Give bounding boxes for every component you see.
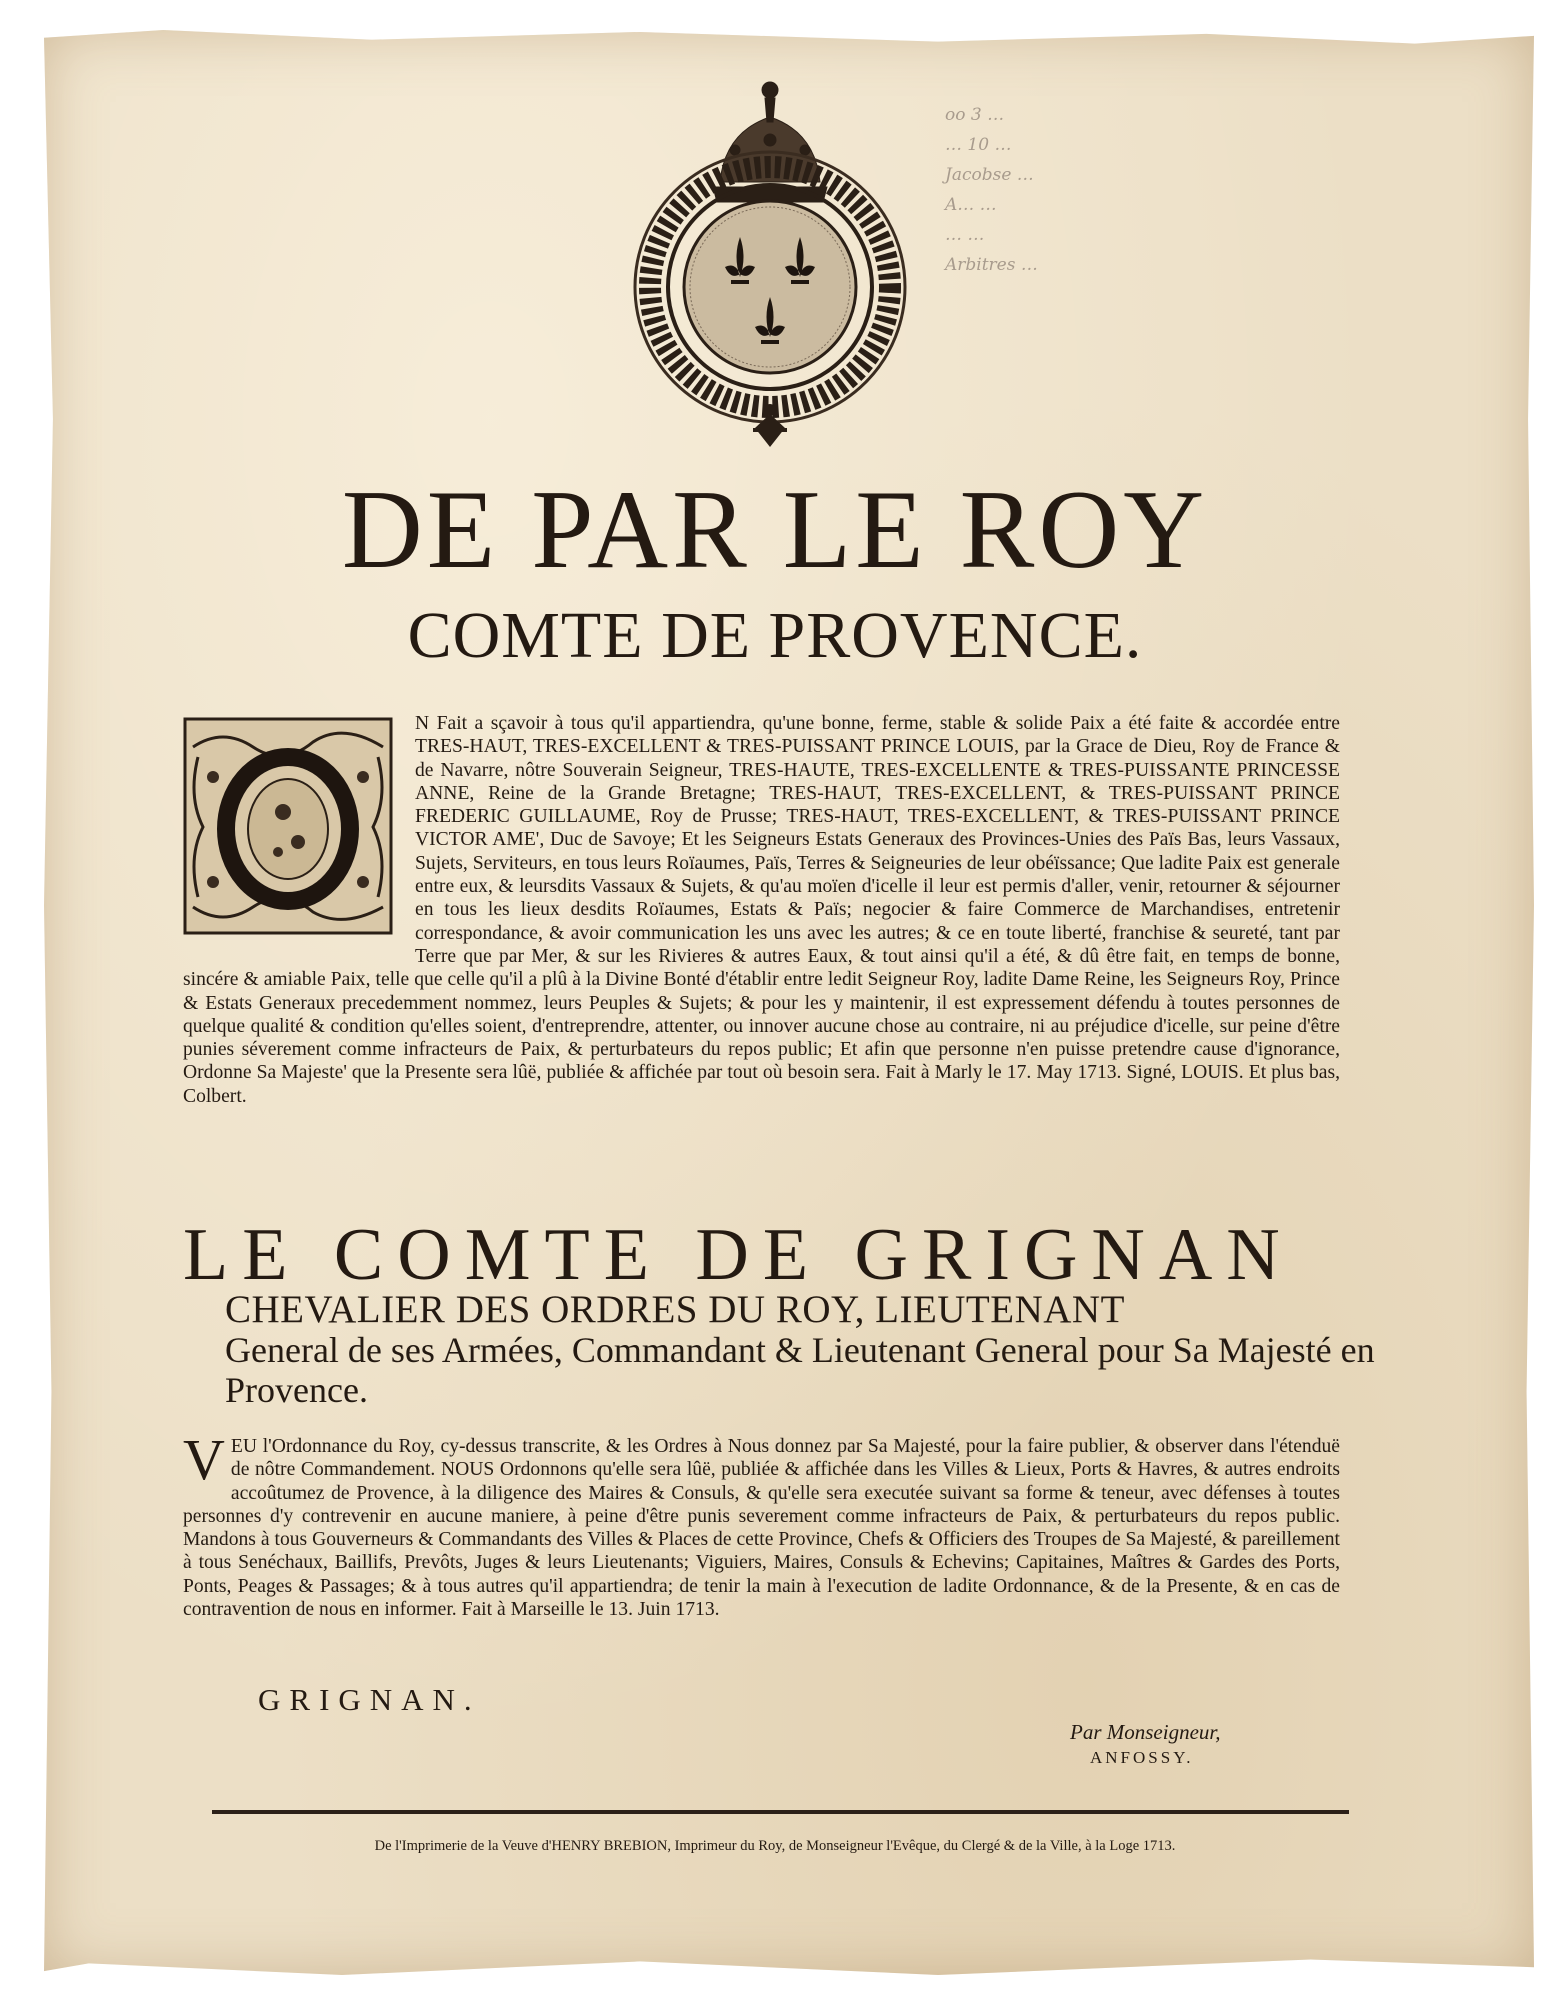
manuscript-notes bbox=[945, 100, 1135, 280]
grignan-office-rest: General de ses Armées, Commandant & Lieutenant General pour Sa Majesté en Provence. bbox=[225, 1330, 1375, 1410]
grignan-heading: LE COMTE DE GRIGNAN bbox=[183, 1214, 1294, 1296]
grignan-titles bbox=[225, 1290, 1375, 1410]
grignan-body: EU l'Ordonnance du Roy, cy-dessus transcrite, & les Ordres à Nous donnez par Sa Majesté, pour la faire publier, & observer dans l'étenduë de nôtre Commandement. NOUS Ordonnons qu'elle sera lûë, publiée & affichée dans les Villes & Lieux, Ports & Havres, & autres endroits accoûtumez de Provence, à la diligence des Maires & Consuls, & qu'elle sera executée suivant sa forme & teneur, avec défenses à toutes personnes d'y contrevenir en aucune maniere, à peine d'être punis severement comme infracteurs de Paix, & perturbateurs du repos public. Mandons à tous Gouverneurs & Commandants des Villes & Places de cette Province, Chefs & Officiers des Troupes de Sa Majesté, & pareillement à tous Senéchaux, Baillifs, Prevôts, Juges & leurs Lieutenants; Viguiers, Maires, Consuls & Echevins; Capitaines, Maîtres & Gardes des Ports, Ponts, Peages & Passages; & à tous autres qu'il appartiendra; de tenir la main à l'execution de ladite Ordonnance, & de la Presente, & en cas de contravention de nous en informer. Fait à Marseille le 13. Juin 1713. bbox=[183, 1436, 1340, 1621]
note-line: Arbitres … bbox=[945, 255, 1038, 275]
secretary-name: ANFOSSY. bbox=[1090, 1748, 1194, 1767]
royal-ordinance-text bbox=[183, 712, 1340, 1108]
ordinance-body: N Fait a sçavoir à tous qu'il appartiendra, qu'une bonne, ferme, stable & solide Paix a été faite & accordée entre TRES-HAUT, TRES-EXCELLENT & TRES-PUISSANT PRINCE LOUIS, par la Grace de Dieu, Roy de France & de Navarre, nôtre Souverain Seigneur, TRES-HAUTE, TRES-EXCELLENTE & TRES-PUISSANTE PRINCESSE ANNE, Reine de la Grande Bretagne; TRES-HAUT, TRES-EXCELLENT, & TRES-PUISSANT PRINCE FREDERIC GUILLAUME, Roy de Prusse; TRES-HAUT, TRES-EXCELLENT, & TRES-PUISSANT PRINCE VICTOR AME', Duc de Savoye; Et les Seigneurs Estats Generaux des Provinces-Unies des Païs Bas, leurs Vassaux, Sujets, Serviteurs, en tous leurs Roïaumes, Païs, Terres & Seigneuries de leur obéïssance; Que ladite Paix est generale entre eux, & leursdits Vassaux & Sujets, & qu'au moïen d'icelle il leur est permis d'aller, venir, retourner & séjourner en tous les lieux desdits Roïaumes, Estats & Païs; negocier & faire Commerce de Marchandises, entretenir correspondance, & avoir communication les uns avec les autres; & ce en toute liberté, franchise & seureté, tant par Terre que par Mer, & sur les Rivieres & autres Eaux, & tout ainsi qu'il a été, & dû être fait, en temps de bonne, sincére & amiable Paix, telle que celle qu'il a plû à la Divine Bonté d'établir entre ledit Seigneur Roy, ladite Dame Reine, les Seigneurs Roy, Prince & Estats Generaux precedemment nommez, leurs Peuples & Sujets; & pour les y maintenir, il est expressement défendu à toutes personnes de quelque qualité & condition qu'elles soient, d'entreprendre, attenter, ou innover aucune chose au contraire, ni au préjudice d'icelle, sur peine d'être punies séverement comme infracteurs de Paix, & perturbateurs du repos public; Et afin que personne n'en puisse pretendre cause d'ignorance, Ordonne Sa Majeste' que la Presente sera lûë, publiée & affichée par tout où besoin sera. Fait à Marly le 17. May 1713. Signé, LOUIS. Et plus bas, Colbert. bbox=[183, 713, 1340, 1107]
note-line: oo 3 … bbox=[945, 105, 1005, 125]
note-line: … … bbox=[945, 225, 985, 245]
drop-cap: V bbox=[183, 1427, 225, 1492]
page-title: DE PAR LE ROY bbox=[341, 468, 1209, 592]
note-line: Jacobse … bbox=[945, 165, 1034, 185]
par-monseigneur: Par Monseigneur, bbox=[1070, 1720, 1221, 1744]
grignan-office: CHEVALIER DES ORDRES DU ROY, LIEUTENANT bbox=[225, 1288, 1125, 1331]
royal-arms-icon bbox=[625, 62, 915, 452]
note-line: A… … bbox=[945, 195, 997, 215]
printer-imprint: De l'Imprimerie de la Veuve d'HENRY BREBION, Imprimeur du Roy, de Monseigneur l'Evêque, du Clergé & de la Ville, à la Loge 1713. bbox=[374, 1838, 1176, 1854]
divider-rule bbox=[212, 1810, 1349, 1814]
signature-grignan: GRIGNAN. bbox=[258, 1682, 481, 1717]
grignan-ordinance-text bbox=[183, 1427, 1340, 1621]
initial-spacer bbox=[183, 712, 415, 967]
note-line: … 10 … bbox=[945, 135, 1012, 155]
page-subtitle: COMTE DE PROVENCE. bbox=[407, 599, 1143, 672]
